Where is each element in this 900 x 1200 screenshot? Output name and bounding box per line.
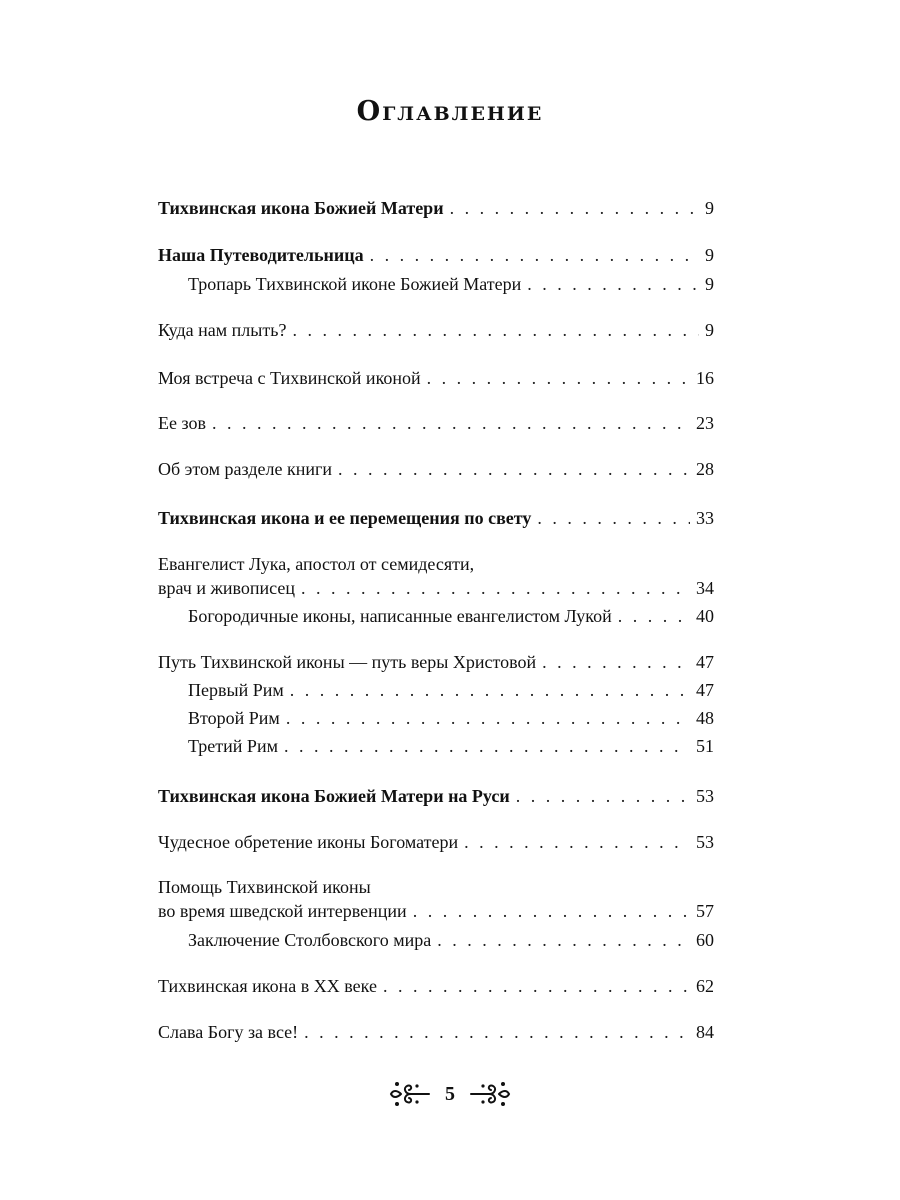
toc-entry-title: Тихвинская икона в XX веке [158, 976, 377, 996]
dot-leader [301, 576, 690, 600]
toc-entry-page: 23 [696, 413, 714, 433]
toc-entry-two-line[interactable] [158, 552, 714, 600]
toc-entry-title: Тихвинская икона Божией Матери на Руси [158, 786, 510, 806]
dot-leader [516, 784, 690, 808]
page-number: 5 [445, 1082, 455, 1105]
toc-entry-title: Куда нам плыть? [158, 320, 287, 340]
toc-entry-page: 53 [696, 832, 714, 852]
toc-entry-title: Ее зов [158, 413, 206, 433]
toc-entry-page: 40 [696, 606, 714, 626]
toc-entry[interactable] [158, 457, 714, 481]
toc-entry[interactable] [158, 974, 714, 998]
toc-entry-page: 47 [696, 652, 714, 672]
toc-entry-title: Тихвинская икона и ее перемещения по свету [158, 508, 532, 528]
toc-entry[interactable] [158, 318, 714, 342]
toc-entry-page: 57 [696, 901, 714, 921]
toc-entry[interactable] [158, 650, 714, 674]
toc-entry-title: Тропарь Тихвинской иконе Божией Матери [188, 274, 522, 294]
toc-entry-title-line1: Помощь Тихвинской иконы [158, 877, 371, 897]
toc-entry-page: 53 [696, 786, 714, 806]
right-ornament-icon [469, 1078, 513, 1110]
dot-leader [464, 830, 690, 854]
dot-leader [212, 411, 690, 435]
dot-leader [527, 272, 699, 296]
toc-entry-title-line1: Евангелист Лука, апостол от семидесяти, [158, 554, 475, 574]
dot-leader [427, 366, 690, 390]
left-ornament-icon [387, 1078, 431, 1110]
toc-entry-subsection[interactable] [188, 272, 714, 296]
dot-leader [437, 928, 690, 952]
toc-entry-subsection[interactable] [188, 734, 714, 758]
dot-leader [338, 457, 690, 481]
toc-entry-section-3[interactable] [158, 506, 714, 530]
toc-entry-title: Чудесное обретение иконы Богоматери [158, 832, 459, 852]
toc-entry-page: 84 [696, 1022, 714, 1042]
toc-entry-title: Первый Рим [188, 680, 284, 700]
toc-entry-subsection[interactable] [188, 678, 714, 702]
dot-leader [383, 974, 690, 998]
page-footer [0, 1074, 900, 1114]
toc-entry-page: 60 [696, 930, 714, 950]
dot-leader [290, 678, 690, 702]
toc-entry[interactable] [158, 830, 714, 854]
toc-entry-page: 62 [696, 976, 714, 996]
toc-entry-page: 9 [705, 274, 714, 294]
dot-leader [618, 604, 690, 628]
toc-entry-page: 34 [696, 578, 714, 598]
dot-leader [284, 734, 690, 758]
toc-entry-page: 16 [696, 368, 714, 388]
toc-entry-page: 28 [696, 459, 714, 479]
toc-entry-title: Слава Богу за все! [158, 1022, 299, 1042]
toc-entry[interactable] [158, 411, 714, 435]
toc-entry-title: врач и живописец [158, 578, 295, 598]
toc-entry-section-2[interactable] [158, 243, 714, 267]
dot-leader [304, 1020, 690, 1044]
toc-entry-page: 47 [696, 680, 714, 700]
toc-entry-page: 33 [696, 508, 714, 528]
toc-entry[interactable] [158, 1020, 714, 1044]
dot-leader [450, 196, 699, 220]
toc-entry-subsection[interactable] [188, 604, 714, 628]
dot-leader [286, 706, 690, 730]
toc-entry-title: во время шведской интервенции [158, 901, 407, 921]
toc-entry-page: 48 [696, 708, 714, 728]
toc-entry-title: Богородичные иконы, написанные евангелистом Лукой [188, 606, 612, 626]
page-title: Оглавление [356, 96, 544, 127]
toc-entry[interactable] [158, 366, 714, 390]
toc-entry-page: 9 [705, 320, 714, 340]
toc-entry-title: Моя встреча с Тихвинской иконой [158, 368, 421, 388]
dot-leader [542, 650, 690, 674]
toc-entry-title: Заключение Столбовского мира [188, 930, 432, 950]
toc-entry-page: 9 [705, 245, 714, 265]
toc-entry-title: Второй Рим [188, 708, 280, 728]
toc-entry-section-1[interactable] [158, 196, 714, 220]
dot-leader [370, 243, 699, 267]
dot-leader [413, 899, 690, 923]
toc-entry-page: 9 [705, 198, 714, 218]
toc-entry-two-line[interactable] [158, 875, 714, 923]
toc-entry-title: Наша Путеводительница [158, 245, 364, 265]
toc-entry-subsection[interactable] [188, 928, 714, 952]
toc-entry-page: 51 [696, 736, 714, 756]
dot-leader [292, 318, 699, 342]
toc-entry-title: Путь Тихвинской иконы — путь веры Христовой [158, 652, 537, 672]
toc-entry-section-4[interactable] [158, 784, 714, 808]
toc-entry-title: Третий Рим [188, 736, 278, 756]
toc-entry-subsection[interactable] [188, 706, 714, 730]
dot-leader [537, 506, 690, 530]
toc-entry-title: Об этом разделе книги [158, 459, 332, 479]
toc-entry-title: Тихвинская икона Божией Матери [158, 198, 444, 218]
